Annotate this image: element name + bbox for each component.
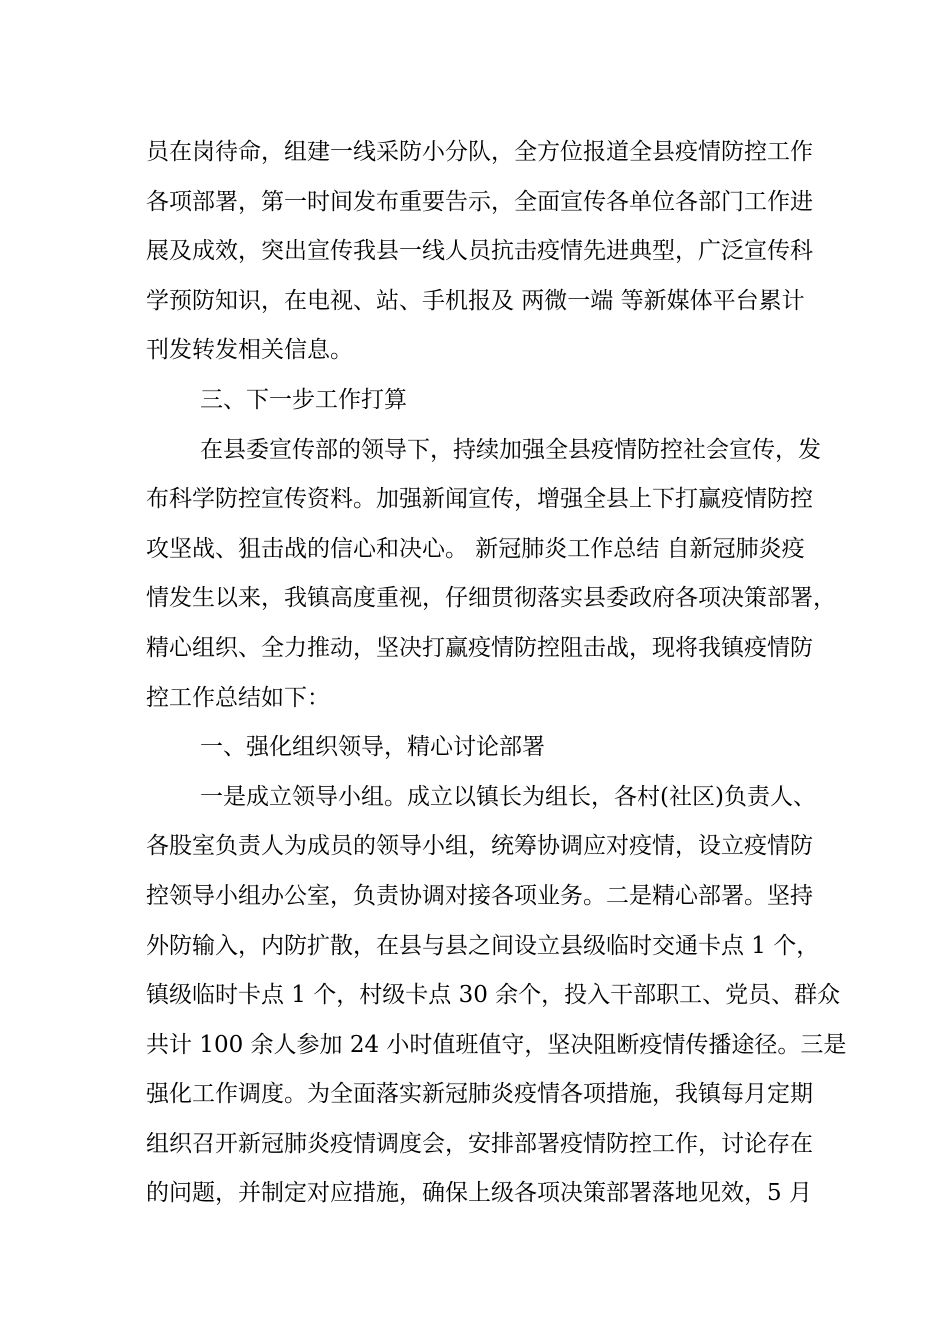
- text-line: 控领导小组办公室，负责协调对接各项业务。二是精心部署。坚持: [146, 882, 813, 909]
- text-line: 布科学防控宣传资料。加强新闻宣传，增强全县上下打赢疫情防控: [146, 486, 813, 513]
- text-line: 镇级临时卡点 1 个，村级卡点 30 余个，投入干部职工、党员、群众: [146, 982, 841, 1009]
- text-line: 刊发转发相关信息。: [146, 337, 353, 364]
- document-body: [146, 128, 847, 1219]
- text-line: 的问题，并制定对应措施，确保上级各项决策部署落地见效，5 月: [146, 1180, 812, 1207]
- paragraph-start-line: 三、下一步工作打算: [200, 386, 407, 413]
- text-line: 攻坚战、狙击战的信心和决心。 新冠肺炎工作总结 自新冠肺炎疫: [146, 535, 805, 562]
- text-line: 各项部署，第一时间发布重要告示，全面宣传各单位各部门工作进: [146, 188, 813, 215]
- text-line: 强化工作调度。为全面落实新冠肺炎疫情各项措施，我镇每月定期: [146, 1081, 813, 1108]
- text-line: 组织召开新冠肺炎疫情调度会，安排部署疫情防控工作，讨论存在: [146, 1130, 813, 1157]
- paragraph-start-line: 一是成立领导小组。成立以镇长为组长，各村(社区)负责人、: [200, 783, 816, 810]
- text-line: 外防输入，内防扩散，在县与县之间设立县级临时交通卡点 1 个，: [146, 932, 820, 959]
- paragraph-start-line: 一、强化组织领导，精心讨论部署: [200, 734, 545, 761]
- text-line: 员在岗待命，组建一线采防小分队，全方位报道全县疫情防控工作: [146, 139, 813, 165]
- paragraph-start-line: 在县委宣传部的领导下，持续加强全县疫情防控社会宣传，发: [200, 436, 821, 463]
- text-line: 展及成效，突出宣传我县一线人员抗击疫情先进典型，广泛宣传科: [146, 238, 813, 265]
- text-line: 精心组织、全力推动，坚决打赢疫情防控阻击战，现将我镇疫情防: [146, 634, 813, 661]
- text-line: 控工作总结如下：: [146, 684, 330, 711]
- text-line: 情发生以来，我镇高度重视，仔细贯彻落实县委政府各项决策部署，: [146, 585, 836, 612]
- text-line: 学预防知识，在电视、站、手机报及 两微一端 等新媒体平台累计: [146, 287, 805, 314]
- text-line: 共计 100 余人参加 24 小时值班值守，坚决阻断疫情传播途径。三是: [146, 1031, 847, 1058]
- text-line: 各股室负责人为成员的领导小组，统筹协调应对疫情，设立疫情防: [146, 833, 813, 860]
